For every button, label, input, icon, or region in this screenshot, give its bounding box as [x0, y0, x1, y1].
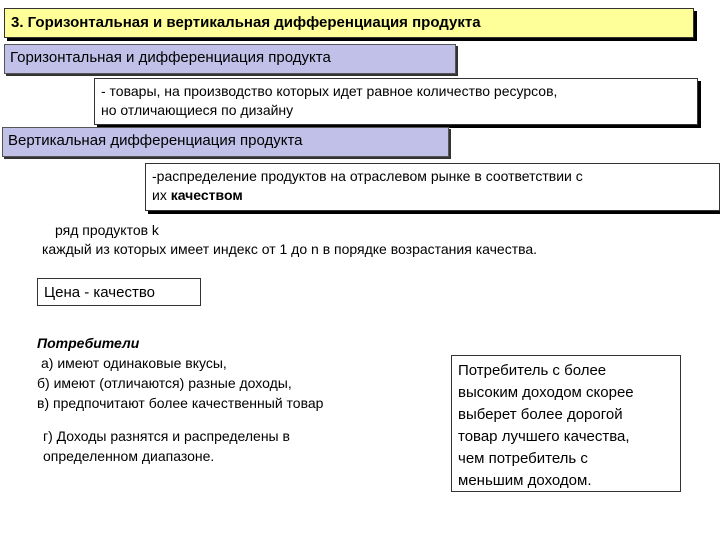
consumer-item: в) предпочитают более качественный товар: [37, 395, 324, 411]
consumers-header: Потребители: [37, 335, 140, 351]
slide-title: 3. Горизонтальная и вертикальная дифференциация продукта: [4, 8, 694, 38]
horizontal-definition: [94, 78, 698, 125]
consumer-extra-line: определенном диапазоне.: [43, 448, 215, 464]
consumers-block: [37, 333, 323, 466]
rich-consumer-line: меньшим доходом.: [458, 472, 592, 489]
vertical-definition-line: [152, 186, 713, 205]
rich-consumer-line: товар лучшего качества,: [458, 428, 630, 445]
products-index-line: каждый из которых имеет индекс от 1 до n в порядке возрастания качества.: [42, 241, 538, 257]
vertical-definition-prefix: их: [152, 187, 171, 203]
rich-consumer-line: Потребитель с более: [458, 362, 607, 379]
rich-consumer-box: [451, 355, 681, 492]
vertical-definition-line: -распределение продуктов на отраслевом рынке в соответствии с: [152, 168, 583, 184]
vertical-heading: Вертикальная дифференциация продукта: [2, 127, 449, 157]
vertical-definition: [145, 163, 720, 211]
rich-consumer-line: высоким доходом скорее: [458, 384, 634, 401]
horizontal-definition-line: - товары, на производство которых идет равное количество ресурсов,: [101, 83, 558, 99]
consumer-item: а) имеют одинаковые вкусы,: [41, 355, 227, 371]
horizontal-definition-line: но отличающиеся по дизайну: [101, 102, 294, 118]
horizontal-heading: Горизонтальная и дифференциация продукта: [4, 44, 456, 74]
products-line: ряд продуктов k: [55, 222, 159, 238]
price-quality-box: Цена - качество: [37, 278, 201, 306]
consumer-item: б) имеют (отличаются) разные доходы,: [37, 375, 292, 391]
consumer-extra-line: г) Доходы разнятся и распределены в: [43, 428, 290, 444]
rich-consumer-line: выберет более дорогой: [458, 406, 623, 423]
rich-consumer-line: чем потребитель с: [458, 450, 588, 467]
quality-keyword: качеством: [170, 187, 243, 203]
